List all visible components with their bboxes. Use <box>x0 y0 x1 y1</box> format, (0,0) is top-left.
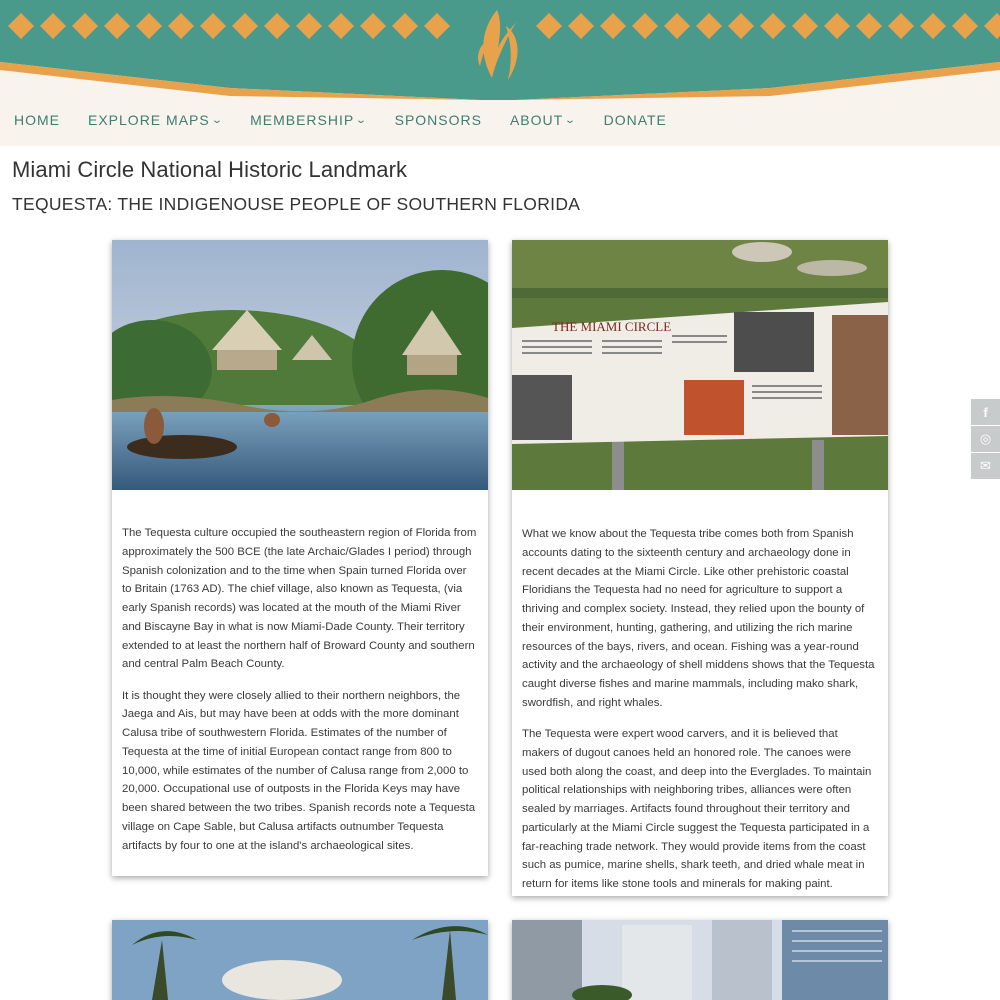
email-icon: ✉ <box>980 458 991 473</box>
card-1-paragraph-2: It is thought they were closely allied to their northern neighbors, the Jaega and Ais, but may have been at odds with the more dominant Calusa tribe of southwestern Florida. Estimates of the number of Tequesta at the time of initial European contact range from 800 to 10,000, while estimates of the number of Calusa range from 2,000 to 20,000. Occupational use of outposts in the Florida Keys may have been shared between the two tribes. Spanish records note a Tequesta village on Cape Sable, but Calusa artifacts outnumber Tequesta artifacts by four to one at the island's archaeological sites. <box>122 689 476 852</box>
nav-about[interactable] <box>510 112 576 128</box>
social-share-bar <box>971 399 1000 480</box>
nav-sponsors[interactable] <box>395 112 482 128</box>
nav-membership-label: MEMBERSHIP <box>250 112 355 128</box>
nav-donate-label: DONATE <box>603 112 667 128</box>
main-nav <box>14 112 695 128</box>
content-card-3 <box>112 920 488 1000</box>
content-card-1 <box>112 240 488 876</box>
nav-membership[interactable] <box>250 112 367 128</box>
facebook-icon: f <box>983 404 988 420</box>
chevron-down-icon: ⌄ <box>210 114 224 126</box>
nav-about-label: ABOUT <box>509 112 564 128</box>
instagram-icon: ◎ <box>979 431 992 446</box>
content-card-2 <box>512 240 888 896</box>
miami-downtown-photo <box>512 920 888 1000</box>
page-title: Miami Circle National Historic Landmark <box>12 157 408 182</box>
nav-sponsors-label: SPONSORS <box>394 112 482 128</box>
coastal-palms-painting <box>112 920 488 1000</box>
site-header <box>0 0 1000 146</box>
facebook-share-button[interactable] <box>971 399 1000 425</box>
chevron-down-icon: ⌄ <box>355 114 369 126</box>
page-subtitle: TEQUESTA: THE INDIGENOUSE PEOPLE OF SOUTHERN FLORIDA <box>12 194 581 214</box>
card-2-body <box>522 525 878 906</box>
header-banner <box>0 0 1000 100</box>
tequesta-village-painting <box>112 240 488 490</box>
nav-donate[interactable] <box>604 112 667 128</box>
nav-home-label: HOME <box>14 112 60 128</box>
nav-explore-maps-label: EXPLORE MAPS <box>88 112 210 128</box>
card-2-paragraph-2: The Tequesta were expert wood carvers, and it is believed that makers of dugout canoes held an honored role. The canoes were used both along the coast, and deep into the Everglades. To maintain political relationships with neighboring tribes, alliances were often sealed by marriages. Artifacts found throughout their territory and particularly at the Miami Circle suggest the Tequesta participated in a far-reaching trade network. They would provide items from the coast such as pumice, marine shells, shark teeth, and dried whale meat in return for items like stone tools and minerals for making paint. <box>522 728 872 890</box>
content-card-4 <box>512 920 888 1000</box>
instagram-share-button[interactable] <box>971 426 1000 452</box>
miami-circle-sign-photo <box>512 240 888 490</box>
card-1-body <box>122 524 478 868</box>
chevron-down-icon: ⌄ <box>564 114 578 126</box>
nav-explore-maps[interactable] <box>88 112 222 128</box>
card-1-paragraph-1: The Tequesta culture occupied the southeastern region of Florida from approximately the 500 BCE (the late Archaic/Glades I period) through Spanish colonization and to the time when Spain turned Florida over to Britain (1763 AD). The chief village, also known as Tequesta, (via early Spanish records) was located at the mouth of the Miami River and Biscayne Bay in what is now Miami-Dade County. Their territory extended to at least the northern half of Broward County and southern and central Palm Beach County. <box>122 527 477 671</box>
sign-title-text: THE MIAMI CIRCLE <box>552 319 672 334</box>
email-share-button[interactable] <box>971 453 1000 479</box>
nav-home[interactable] <box>14 112 60 128</box>
card-2-paragraph-1: What we know about the Tequesta tribe comes both from Spanish accounts dating to the sixteenth century and archaeology done in recent decades at the Miami Circle. Like other prehistoric coastal Floridians the Tequesta had no need for agriculture to support a thriving and complex society. Instead, they relied upon the bounty of their environment, hunting, gathering, and utilizing the rich marine resources of the bays, rivers, and ocean. Fishing was a year-round activity and the archaeology of shell middens shows that the Tequesta caught diverse fishes and marine mammals, including mako shark, swordfish, and right whales. <box>522 528 875 709</box>
